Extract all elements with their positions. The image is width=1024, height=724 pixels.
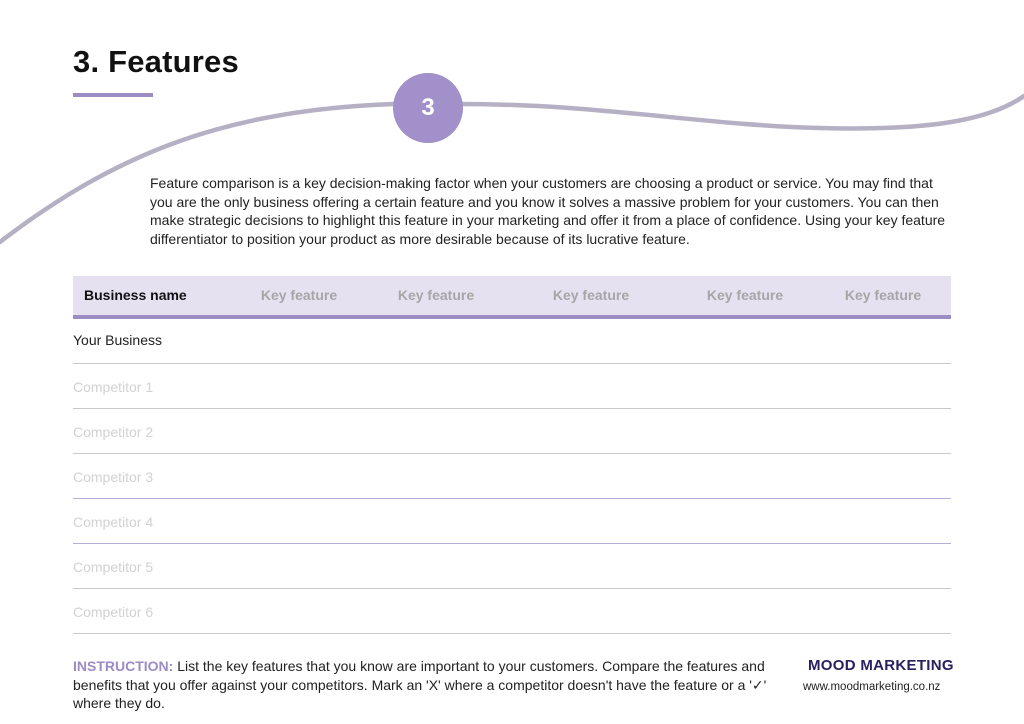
header-key-feature-4: Key feature: [706, 287, 784, 303]
header-key-feature-2: Key feature: [397, 287, 475, 303]
row-label-competitor-2: Competitor 2: [73, 424, 154, 440]
table-row: [73, 454, 951, 499]
row-label-competitor-6: Competitor 6: [73, 604, 154, 620]
intro-paragraph: Feature comparison is a key decision-making factor when your customers are choosing a product or service. You may find that you are the only business offering a certain feature and you know it solves a massive problem for your customers. You can then make strategic decisions to highlight this feature in your marketing and offer it from a place of confidence. Using your key feature differentiator to position your product as more desirable because of its lucrative feature.: [150, 175, 946, 247]
brand-block: [803, 655, 953, 693]
row-label-competitor-4: Competitor 4: [73, 514, 154, 530]
row-label-competitor-3: Competitor 3: [73, 469, 154, 485]
table-row: [73, 409, 951, 454]
table-header: [73, 276, 951, 319]
table-row: [73, 499, 951, 544]
feature-comparison-table: [73, 276, 951, 634]
row-label-competitor-5: Competitor 5: [73, 559, 154, 575]
table-row: [73, 589, 951, 634]
step-number-badge: 3: [393, 73, 463, 143]
header-business-name: Business name: [84, 287, 187, 303]
instruction-text: [73, 657, 773, 713]
header-key-feature-1: Key feature: [260, 287, 338, 303]
header-key-feature-5: Key feature: [844, 287, 922, 303]
header-key-feature-3: Key feature: [552, 287, 630, 303]
instruction-body: List the key features that you know are important to your customers. Compare the features and benefits that you offer against your competitors. Mark an 'X' where a competitor doesn't have the feature or a '✓' where they do.: [73, 658, 767, 711]
table-row: [73, 319, 951, 364]
row-label-your-business: Your Business: [73, 332, 162, 348]
brand-name: MOOD MARKETING: [808, 656, 954, 674]
row-label-competitor-1: Competitor 1: [73, 379, 154, 395]
brand-url[interactable]: www.moodmarketing.co.nz: [803, 681, 941, 693]
table-row: [73, 544, 951, 589]
page-title: 3. Features: [73, 44, 239, 79]
table-row: [73, 364, 951, 409]
instruction-label: INSTRUCTION:: [73, 658, 174, 674]
